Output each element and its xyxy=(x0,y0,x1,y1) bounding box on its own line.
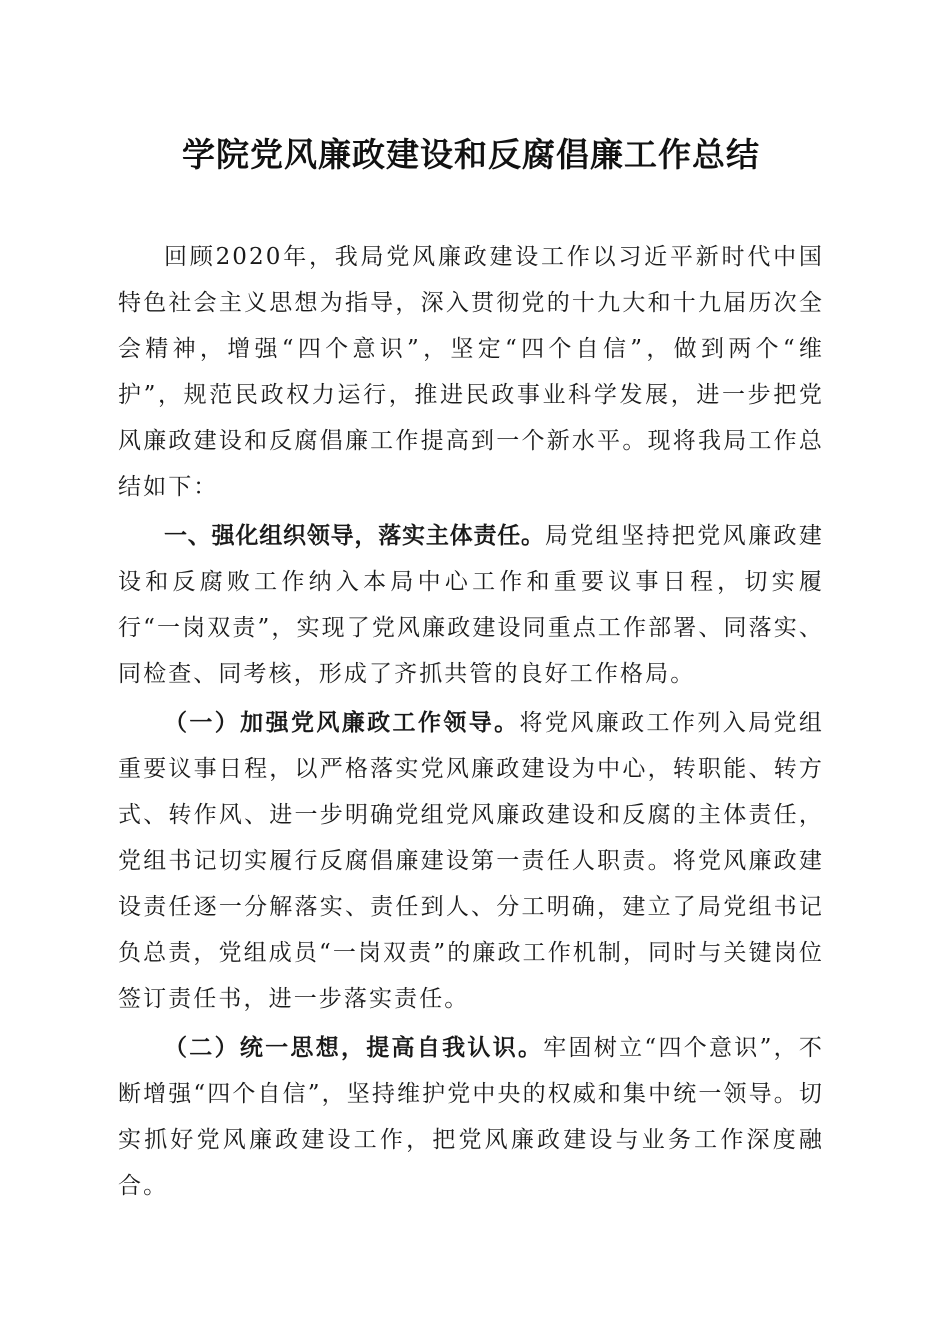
intro-text: 回顾2020年，我局党风廉政建设工作以习近平新时代中国特色社会主义思想为指导，深入贯彻党的十九大和十九届历次全会精神，增强“四个意识”，坚定“四个自信”，做到两个“维护”，规范民政权力运行，推进民政事业科学发展，进一步把党风廉政建设和反腐倡廉工作提高到一个新水平。现将我局工作总结如下： xyxy=(118,244,824,500)
subsection-one-paragraph xyxy=(118,700,824,1022)
section-one-text: 局党组坚持把党风廉政建设和反腐败工作纳入本局中心工作和重要议事日程，切实履行“一岗双责”，实现了党风廉政建设同重点工作部署、同落实、同检查、同考核，形成了齐抓共管的良好工作格局。 xyxy=(118,523,824,687)
document-page xyxy=(118,130,824,1212)
subsection-one-text: 将党风廉政工作列入局党组重要议事日程，以严格落实党风廉政建设为中心，转职能、转方式、转作风、进一步明确党组党风廉政建设和反腐的主体责任，党组书记切实履行反腐倡廉建设第一责任人职责。将党风廉政建设责任逐一分解落实、责任到人、分工明确，建立了局党组书记负总责，党组成员“一岗双责”的廉政工作机制，同时与关键岗位签订责任书，进一步落实责任。 xyxy=(118,710,824,1012)
section-one-heading: 一、强化组织领导，落实主体责任。 xyxy=(164,523,545,549)
intro-paragraph xyxy=(118,234,824,510)
document-title: 学院党风廉政建设和反腐倡廉工作总结 xyxy=(182,135,760,174)
subsection-two-heading: （二）统一思想，提高自我认识。 xyxy=(164,1034,544,1061)
subsection-two-text: 牢固树立“四个意识”，不断增强“四个自信”，坚持维护党中央的权威和集中统一领导。切实抓好党风廉政建设工作，把党风廉政建设与业务工作深度融合。 xyxy=(118,1035,825,1199)
section-one-paragraph xyxy=(118,513,824,697)
subsection-one-heading: （一）加强党风廉政工作领导。 xyxy=(164,709,520,736)
subsection-two-paragraph xyxy=(118,1025,824,1209)
